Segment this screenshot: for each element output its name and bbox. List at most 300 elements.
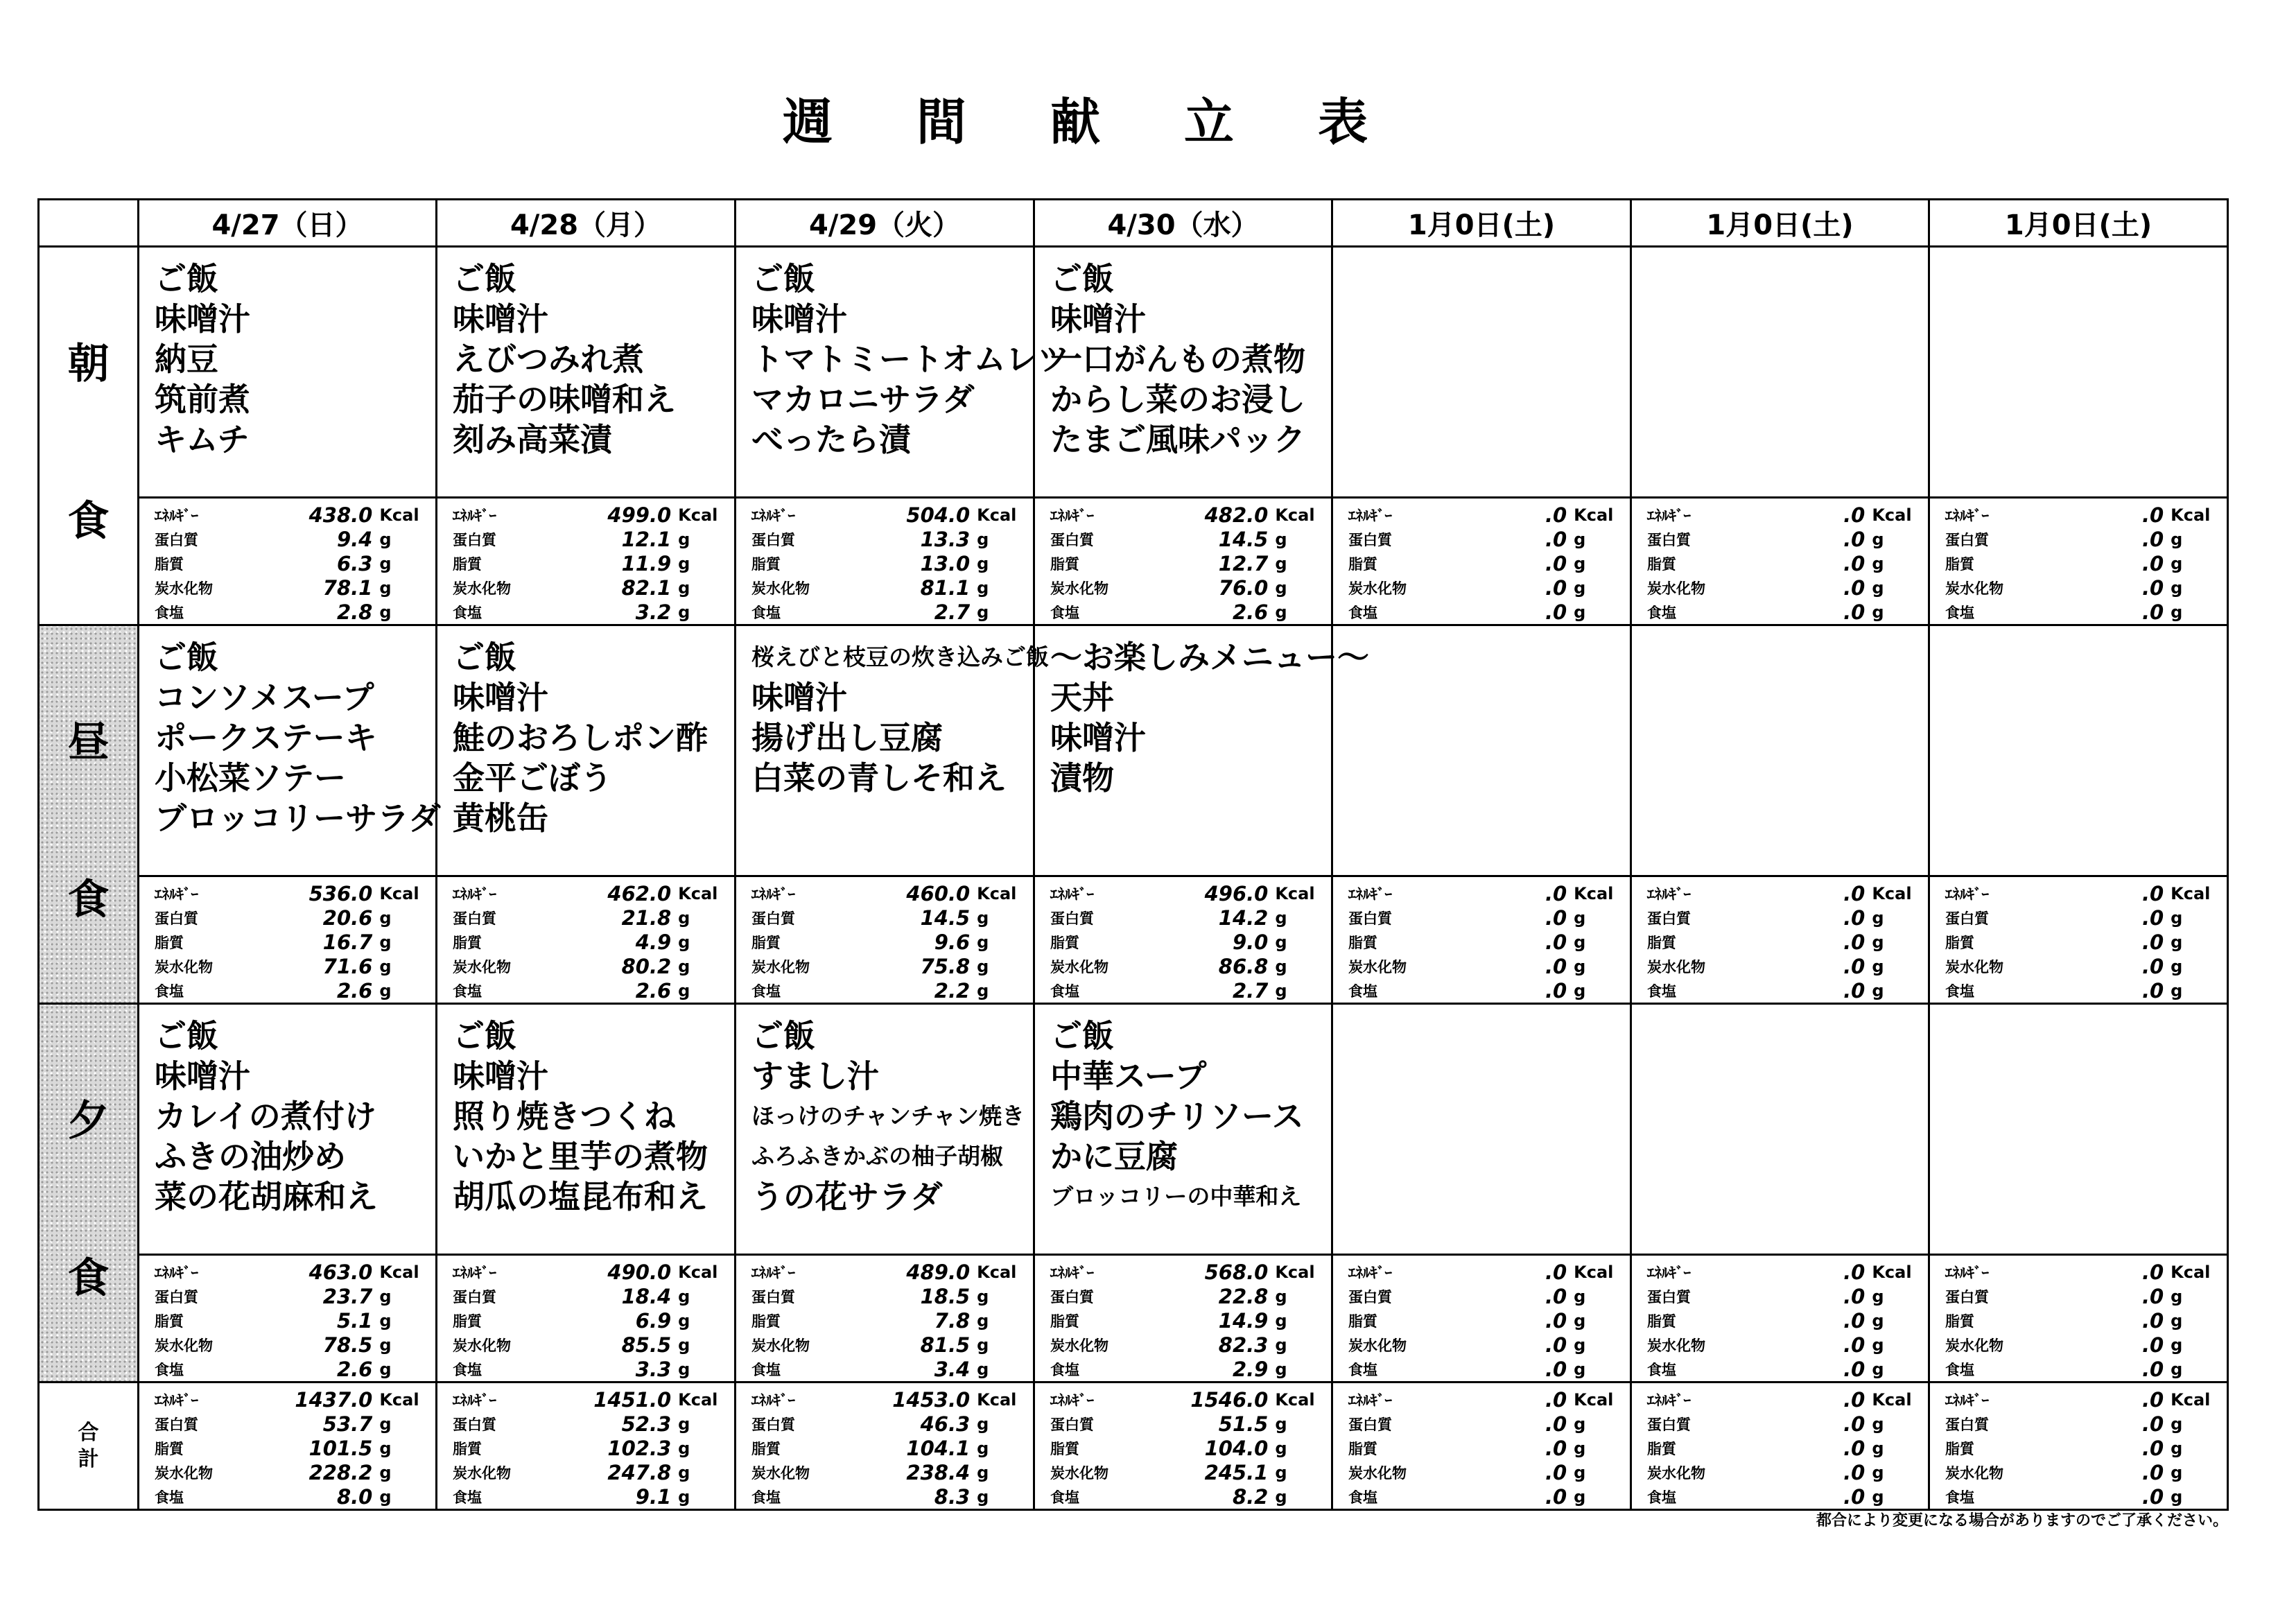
nutrition-row <box>1348 1260 1620 1284</box>
total-nutrition-cell <box>437 1382 736 1510</box>
dish-item: 鶏肉のチリソース <box>1050 1098 1304 1135</box>
nutrition-row <box>155 881 426 905</box>
nutrient-unit: g <box>1275 980 1287 1000</box>
nutrition-row <box>1348 978 1620 1003</box>
nutrient-unit: g <box>379 529 392 549</box>
nutrient-label: 蛋白質 <box>1945 1288 1989 1306</box>
nutrient-label: 蛋白質 <box>155 531 198 548</box>
nutrient-label: 食塩 <box>453 1489 482 1506</box>
nutrient-unit: g <box>977 1286 989 1306</box>
nutrition-cell <box>139 876 437 1004</box>
nutrient-unit: Kcal <box>1574 505 1614 525</box>
nutrient-value: 438.0 <box>308 503 373 527</box>
nutrient-label: ｴﾈﾙｷﾞｰ <box>453 1264 496 1281</box>
nutrition-row <box>453 600 724 624</box>
nutrition-row <box>155 1333 426 1357</box>
nutrient-value: .0 <box>1843 954 1866 978</box>
nutrient-unit: g <box>678 578 690 598</box>
nutrition-row <box>1647 930 1918 954</box>
nutrition-row <box>1050 503 1321 527</box>
nutrient-value: .0 <box>1843 905 1866 930</box>
dish-item: ほっけのチャンチャン焼き <box>751 1102 1025 1129</box>
nutrient-value: 462.0 <box>607 881 672 905</box>
dish-item: ご飯 <box>1050 1017 1114 1055</box>
nutrient-value: 46.3 <box>920 1412 971 1436</box>
nutrient-label: 食塩 <box>453 1361 482 1378</box>
nutrition-block <box>1035 877 1331 1003</box>
total-nutrition-cell <box>736 1382 1034 1510</box>
nutrient-value: 245.1 <box>1204 1460 1269 1484</box>
nutrient-label: 蛋白質 <box>1647 531 1691 548</box>
nutrient-value: .0 <box>1545 1333 1567 1357</box>
nutrient-label: 食塩 <box>1945 1361 1974 1378</box>
nutrition-row <box>1647 1333 1918 1357</box>
day-header: 1月0日(土) <box>1332 200 1631 247</box>
meal-label-top: 夕 <box>67 1097 110 1145</box>
nutrition-row <box>751 1412 1023 1436</box>
nutrition-row <box>751 1308 1023 1333</box>
nutrient-value: .0 <box>2141 978 2164 1003</box>
nutrition-row <box>453 1460 724 1484</box>
nutrition-row <box>155 1260 426 1284</box>
nutrient-unit: g <box>977 980 989 1000</box>
dish-item: 味噌汁 <box>453 300 548 338</box>
nutrient-unit: g <box>1872 1438 1884 1458</box>
nutrition-row <box>1945 930 2217 954</box>
nutrition-row <box>1647 881 1918 905</box>
nutrient-unit: g <box>379 578 392 598</box>
nutrient-label: ｴﾈﾙｷﾞｰ <box>751 1264 795 1281</box>
nutrition-row <box>1050 1484 1321 1509</box>
nutrient-label: 食塩 <box>1348 1489 1377 1506</box>
total-row <box>39 1382 2228 1510</box>
dish-item: 金平ごぼう <box>453 759 612 797</box>
nutrient-value: .0 <box>1545 1357 1567 1381</box>
nutrition-row <box>1945 1333 2217 1357</box>
nutrient-unit: g <box>1872 1286 1884 1306</box>
nutrition-cell <box>1332 498 1631 625</box>
nutrient-value: .0 <box>2141 1460 2164 1484</box>
nutrient-unit: g <box>379 602 392 622</box>
nutrient-value: .0 <box>1545 1412 1567 1436</box>
nutrient-unit: g <box>678 1359 690 1379</box>
nutrient-value: .0 <box>2141 881 2164 905</box>
weekly-menu-table <box>37 198 2229 1511</box>
nutrition-block <box>1333 1383 1630 1509</box>
nutrient-label: ｴﾈﾙｷﾞｰ <box>1348 885 1392 903</box>
nutrient-unit: g <box>2171 956 2183 976</box>
nutrient-value: .0 <box>2141 1357 2164 1381</box>
nutrient-value: 1546.0 <box>1190 1387 1269 1412</box>
nutrient-value: 8.2 <box>1232 1484 1269 1509</box>
dish-item: えびつみれ煮 <box>453 340 644 378</box>
day-header: 1月0日(土) <box>1929 200 2228 247</box>
nutrient-label: ｴﾈﾙｷﾞｰ <box>1647 1264 1691 1281</box>
nutrition-row <box>453 1260 724 1284</box>
nutrition-block <box>1930 1383 2227 1509</box>
menu-cell <box>736 1004 1034 1255</box>
nutrient-label: 蛋白質 <box>1348 910 1392 927</box>
nutrient-value: 13.3 <box>920 527 971 551</box>
nutrient-value: .0 <box>2141 1436 2164 1460</box>
nutrient-unit: g <box>977 1438 989 1458</box>
nutrition-row <box>155 1412 426 1436</box>
nutrient-value: .0 <box>1843 600 1866 624</box>
dish-item: ブロッコリーの中華和え <box>1050 1183 1302 1210</box>
nutrient-label: 蛋白質 <box>1945 1416 1989 1433</box>
nutrient-unit: g <box>2171 980 2183 1000</box>
nutrition-row <box>1945 527 2217 551</box>
nutrient-label: 食塩 <box>751 1489 781 1506</box>
meal-label-bottom: 食 <box>67 497 110 546</box>
nutrient-label: ｴﾈﾙｷﾞｰ <box>1945 885 1989 903</box>
nutrition-row <box>155 954 426 978</box>
nutrient-unit: g <box>1872 1359 1884 1379</box>
menu-cell <box>736 247 1070 498</box>
nutrient-value: .0 <box>1843 1333 1866 1357</box>
nutrient-unit: g <box>2171 1335 2183 1355</box>
nutrient-value: 2.6 <box>635 978 672 1003</box>
nutrient-value: .0 <box>1545 1436 1567 1460</box>
nutrition-row <box>751 1484 1023 1509</box>
nutrient-value: 22.8 <box>1218 1284 1269 1308</box>
nutrient-value: 4.9 <box>635 930 672 954</box>
nutrition-row <box>1647 1284 1918 1308</box>
nutrition-row <box>751 600 1023 624</box>
nutrition-row <box>1647 600 1918 624</box>
nutrient-label: 蛋白質 <box>1348 1416 1392 1433</box>
nutrient-unit: Kcal <box>678 1389 718 1410</box>
nutrition-block <box>1333 877 1630 1003</box>
nutrient-value: .0 <box>1545 1284 1567 1308</box>
nutrient-label: 炭水化物 <box>1647 580 1705 597</box>
nutrient-unit: g <box>1275 1438 1287 1458</box>
nutrient-value: 85.5 <box>621 1333 672 1357</box>
nutrition-row <box>1050 1412 1321 1436</box>
nutrition-block <box>1632 1383 1928 1509</box>
nutrient-value: .0 <box>1843 930 1866 954</box>
nutrient-unit: Kcal <box>379 1389 419 1410</box>
nutrient-label: ｴﾈﾙｷﾞｰ <box>1945 1392 1989 1409</box>
nutrient-unit: Kcal <box>1275 1389 1315 1410</box>
nutrient-label: 蛋白質 <box>1945 531 1989 548</box>
meal-nutrition-row <box>39 498 2228 625</box>
nutrition-row <box>155 575 426 600</box>
nutrient-label: ｴﾈﾙｷﾞｰ <box>1647 1392 1691 1409</box>
nutrient-value: 76.0 <box>1218 575 1269 600</box>
nutrient-label: ｴﾈﾙｷﾞｰ <box>751 1392 795 1409</box>
nutrient-unit: g <box>379 980 392 1000</box>
nutrient-label: 食塩 <box>1647 604 1676 621</box>
nutrient-label: 食塩 <box>1050 604 1079 621</box>
dish-item: ～お楽しみメニュー～ <box>1050 639 1369 676</box>
nutrient-label: 炭水化物 <box>155 1464 213 1482</box>
nutrient-unit: g <box>1872 1414 1884 1434</box>
dish-item: 中華スープ <box>1050 1057 1207 1095</box>
nutrition-row <box>1647 1308 1918 1333</box>
nutrient-value: 9.6 <box>934 930 971 954</box>
nutrient-value: 2.2 <box>934 978 971 1003</box>
nutrition-row <box>1050 881 1321 905</box>
nutrient-label: 蛋白質 <box>1647 1416 1691 1433</box>
dish-item: 味噌汁 <box>453 679 548 716</box>
dish-list <box>736 1005 1033 1217</box>
dish-item: 味噌汁 <box>1050 719 1146 756</box>
nutrition-row <box>751 930 1023 954</box>
nutrient-unit: g <box>2171 553 2183 573</box>
nutrient-unit: Kcal <box>678 883 718 903</box>
nutrition-row <box>1348 1387 1620 1412</box>
nutrition-row <box>1348 1460 1620 1484</box>
nutrient-label: 食塩 <box>1647 982 1676 1000</box>
nutrient-label: 脂質 <box>1348 555 1377 573</box>
nutrition-cell <box>736 876 1034 1004</box>
nutrient-unit: g <box>1275 578 1287 598</box>
nutrient-unit: g <box>1574 1359 1586 1379</box>
nutrient-unit: g <box>1275 1310 1287 1330</box>
nutrient-value: .0 <box>1843 527 1866 551</box>
nutrient-label: ｴﾈﾙｷﾞｰ <box>453 1392 496 1409</box>
dish-list <box>1035 248 1331 460</box>
nutrient-unit: g <box>1872 908 1884 928</box>
nutrient-label: ｴﾈﾙｷﾞｰ <box>453 507 496 524</box>
nutrition-row <box>1945 1460 2217 1484</box>
dish-item: ふろふきかぶの柚子胡椒 <box>751 1143 1003 1170</box>
nutrition-row <box>1348 905 1620 930</box>
dish-item: 味噌汁 <box>453 1057 548 1095</box>
nutrient-value: 18.5 <box>920 1284 971 1308</box>
dish-item: いかと里芋の煮物 <box>453 1138 708 1175</box>
total-nutrition-cell <box>1332 1382 1631 1510</box>
nutrient-value: .0 <box>1843 575 1866 600</box>
nutrient-unit: Kcal <box>1574 1262 1614 1282</box>
nutrient-label: 炭水化物 <box>1647 958 1705 976</box>
nutrient-value: .0 <box>1843 1387 1866 1412</box>
nutrient-value: 2.7 <box>1232 978 1269 1003</box>
nutrient-unit: g <box>1574 932 1586 952</box>
menu-cell <box>1332 1004 1631 1255</box>
nutrient-label: 炭水化物 <box>1348 1464 1407 1482</box>
nutrient-label: 炭水化物 <box>1348 958 1407 976</box>
nutrient-label: 蛋白質 <box>155 1416 198 1433</box>
nutrient-unit: Kcal <box>1872 505 1912 525</box>
nutrient-unit: g <box>1275 1462 1287 1482</box>
menu-cell <box>1929 1004 2228 1255</box>
nutrition-cell <box>1631 498 1929 625</box>
nutrition-cell <box>736 498 1034 625</box>
nutrient-unit: g <box>2171 908 2183 928</box>
nutrient-value: 82.1 <box>621 575 672 600</box>
nutrient-value: 8.3 <box>934 1484 971 1509</box>
nutrient-label: 蛋白質 <box>751 1416 795 1433</box>
nutrient-unit: g <box>379 1486 392 1507</box>
nutrient-unit: g <box>977 602 989 622</box>
nutrient-unit: Kcal <box>1275 505 1315 525</box>
dish-item: ご飯 <box>453 1017 516 1055</box>
dish-item: ご飯 <box>1050 260 1114 297</box>
nutrient-value: 14.5 <box>920 905 971 930</box>
meal-menu-row <box>39 625 2228 876</box>
dish-item: 味噌汁 <box>751 679 847 716</box>
nutrient-label: 脂質 <box>751 1312 781 1330</box>
nutrient-value: .0 <box>1545 1260 1567 1284</box>
dish-item: ご飯 <box>155 260 218 297</box>
dish-item: 小松菜ソテー <box>155 759 346 797</box>
nutrient-label: 食塩 <box>1647 1489 1676 1506</box>
nutrient-value: .0 <box>2141 1484 2164 1509</box>
nutrition-cell <box>1034 876 1332 1004</box>
nutrition-row <box>1348 1484 1620 1509</box>
nutrient-unit: g <box>977 1310 989 1330</box>
nutrient-label: 食塩 <box>453 982 482 1000</box>
nutrient-unit: g <box>977 578 989 598</box>
nutrient-unit: Kcal <box>379 1262 419 1282</box>
nutrition-row <box>1647 551 1918 575</box>
nutrient-value: .0 <box>1843 881 1866 905</box>
nutrition-row <box>1348 503 1620 527</box>
nutrient-label: 脂質 <box>1050 1312 1079 1330</box>
nutrition-row <box>1348 1284 1620 1308</box>
nutrient-unit: g <box>1275 1414 1287 1434</box>
nutrient-label: 炭水化物 <box>453 1464 511 1482</box>
nutrition-row <box>751 881 1023 905</box>
nutrition-cell <box>1332 1255 1631 1382</box>
nutrition-row <box>1647 954 1918 978</box>
nutrition-row <box>751 1333 1023 1357</box>
nutrient-value: .0 <box>1843 1412 1866 1436</box>
nutrient-unit: g <box>2171 602 2183 622</box>
menu-cell <box>1034 247 1332 498</box>
nutrient-value: 2.7 <box>934 600 971 624</box>
nutrient-label: 食塩 <box>155 604 184 621</box>
nutrient-unit: Kcal <box>678 1262 718 1282</box>
nutrient-label: 炭水化物 <box>1945 958 2003 976</box>
nutrient-value: 9.4 <box>336 527 373 551</box>
nutrition-row <box>1348 930 1620 954</box>
nutrient-unit: Kcal <box>977 1262 1017 1282</box>
nutrient-unit: g <box>2171 1286 2183 1306</box>
nutrient-label: 脂質 <box>1348 1440 1377 1457</box>
nutrient-value: .0 <box>1545 978 1567 1003</box>
nutrient-unit: g <box>678 1438 690 1458</box>
nutrient-label: 脂質 <box>1647 1312 1676 1330</box>
nutrition-row <box>751 1387 1023 1412</box>
nutrient-value: 9.0 <box>1232 930 1269 954</box>
dish-item: すまし汁 <box>751 1057 879 1095</box>
nutrition-row <box>1647 575 1918 600</box>
nutrient-value: 2.6 <box>336 978 373 1003</box>
nutrient-value: .0 <box>1545 881 1567 905</box>
menu-cell <box>1631 1004 1929 1255</box>
nutrition-row <box>751 551 1023 575</box>
nutrient-unit: g <box>678 1486 690 1507</box>
meal-label <box>40 248 137 624</box>
nutrient-value: 75.8 <box>920 954 971 978</box>
nutrition-row <box>453 551 724 575</box>
nutrient-label: 蛋白質 <box>1647 910 1691 927</box>
nutrient-label: 炭水化物 <box>453 580 511 597</box>
nutrient-value: 9.1 <box>635 1484 672 1509</box>
meal-label-top: 朝 <box>67 340 110 388</box>
meal-label-top: 昼 <box>67 718 110 767</box>
nutrient-value: .0 <box>2141 600 2164 624</box>
nutrient-value: .0 <box>2141 1284 2164 1308</box>
dish-list <box>1333 248 1630 259</box>
nutrition-row <box>1647 1436 1918 1460</box>
nutrition-row <box>1348 954 1620 978</box>
nutrient-unit: Kcal <box>379 883 419 903</box>
menu-cell <box>139 625 441 876</box>
nutrition-block <box>1930 877 2227 1003</box>
total-label-1: 合 <box>78 1420 99 1445</box>
nutrient-value: 499.0 <box>607 503 672 527</box>
nutrient-value: 460.0 <box>906 881 971 905</box>
meal-label-cell <box>39 1004 139 1382</box>
nutrition-row <box>1050 1460 1321 1484</box>
nutrient-value: 104.1 <box>906 1436 971 1460</box>
nutrient-unit: g <box>678 1462 690 1482</box>
nutrition-row <box>155 1308 426 1333</box>
menu-cell <box>1929 625 2228 876</box>
nutrient-unit: g <box>977 1462 989 1482</box>
nutrient-value: .0 <box>2141 905 2164 930</box>
nutrient-value: 12.1 <box>621 527 672 551</box>
dish-list <box>437 1005 734 1217</box>
nutrition-row <box>1945 551 2217 575</box>
nutrient-label: 脂質 <box>1945 934 1974 951</box>
nutrient-unit: g <box>1574 1414 1586 1434</box>
meal-label-bottom: 食 <box>67 1254 110 1303</box>
nutrient-unit: g <box>379 553 392 573</box>
nutrition-block <box>437 499 734 624</box>
dish-item: 筑前煮 <box>155 381 250 418</box>
nutrition-row <box>1050 930 1321 954</box>
nutrient-value: 16.7 <box>322 930 373 954</box>
nutrient-unit: g <box>2171 578 2183 598</box>
dish-item: ご飯 <box>751 1017 815 1055</box>
nutrition-row <box>453 1284 724 1308</box>
nutrition-row <box>1945 1412 2217 1436</box>
menu-cell <box>139 1004 437 1255</box>
nutrient-unit: g <box>1872 602 1884 622</box>
nutrient-unit: g <box>1872 1462 1884 1482</box>
nutrient-value: 12.7 <box>1218 551 1269 575</box>
nutrient-label: 蛋白質 <box>1348 1288 1392 1306</box>
nutrition-block <box>139 877 435 1003</box>
dish-item: 味噌汁 <box>155 300 250 338</box>
nutrient-label: 炭水化物 <box>155 580 213 597</box>
nutrient-value: .0 <box>2141 954 2164 978</box>
nutrient-label: ｴﾈﾙｷﾞｰ <box>1647 885 1691 903</box>
nutrition-row <box>155 527 426 551</box>
nutrient-label: 蛋白質 <box>751 1288 795 1306</box>
nutrient-unit: g <box>977 1335 989 1355</box>
nutrition-row <box>1050 600 1321 624</box>
dish-item: 照り焼きつくね <box>453 1098 676 1135</box>
nutrient-unit: g <box>379 932 392 952</box>
nutrition-row <box>1050 1284 1321 1308</box>
dish-list <box>1632 1005 1928 1016</box>
nutrition-row <box>1050 575 1321 600</box>
menu-cell <box>1332 247 1631 498</box>
nutrient-unit: g <box>1275 553 1287 573</box>
dish-item: うの花サラダ <box>751 1178 943 1215</box>
nutrient-unit: g <box>678 529 690 549</box>
nutrient-value: 2.6 <box>1232 600 1269 624</box>
nutrient-label: 脂質 <box>1348 1312 1377 1330</box>
menu-cell <box>1332 625 1631 876</box>
nutrition-row <box>453 930 724 954</box>
